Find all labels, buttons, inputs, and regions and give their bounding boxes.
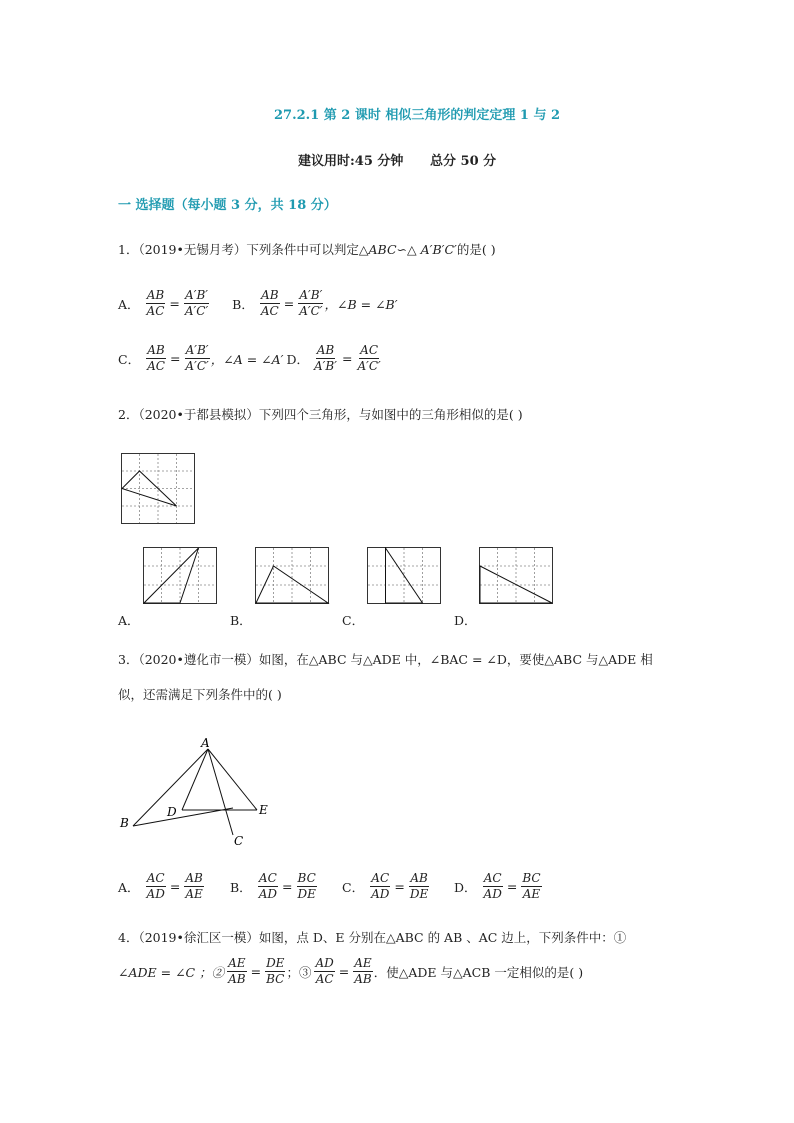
q1-options-row-1 [118,289,398,318]
fraction: $\frac{AE}{AB}$ [228,956,246,986]
question-4-stem-line-2: ∠ADE = ∠C ；② $\frac{AE}{AB}$ = $\frac{DE}{BC}$ ；③ $\frac{AD}{AC}$ = $\frac{AE}{AB}$ ．使△ADE 与△ACB 一定相似的是( ) [118,956,584,986]
point-a-label: A [201,736,210,750]
fraction: $\frac{AB}{DE}$ [409,871,429,901]
q1-option-b-angle: ，∠B = ∠B′ [324,296,398,312]
fraction: $\frac{AC}{AD}$ [483,871,502,901]
q4-condition-3-marker: ；③ [286,964,312,980]
q1-option-d-label: D． [286,351,310,367]
q2-option-d-label: D． [454,613,477,628]
question-3-stem-line-2: 似，还需满足下列条件中的( ) [118,687,282,702]
fraction: $\frac{AB}{AC}$ [146,288,165,318]
question-1-stem [118,241,496,259]
q2-option-d-figure [479,547,554,605]
q2-option-c-figure [367,547,442,605]
q2-option-a-figure [143,547,218,605]
point-c-label: C [234,834,244,848]
q1-option-c-angle: ，∠A = ∠A′ [210,351,284,367]
fraction: $\frac{AC}{A'C'}$ [357,343,381,373]
equals-sign: = [169,296,180,311]
fraction: $\frac{A'B'}{A'C'}$ [299,288,323,318]
equals-sign: = [169,351,181,366]
page-title: 27.2.1 第 2 课时 相似三角形的判定定理 1 与 2 [274,108,561,123]
fraction: $\frac{A'B'}{A'C'}$ [185,343,209,373]
q3-triangle-figure [115,732,285,852]
q2-option-c-label: C． [342,613,365,628]
fraction: $\frac{AC}{AD}$ [146,871,165,901]
q2-reference-grid-figure [121,453,196,525]
fraction: $\frac{DE}{BC}$ [266,956,285,986]
section-heading: 一 选择题（每小题 3 分，共 18 分） [118,198,337,213]
fraction: $\frac{AC}{AD}$ [258,871,277,901]
fraction: $\frac{AD}{AC}$ [315,956,334,986]
fraction: $\frac{AE}{AB}$ [354,956,372,986]
q1-option-b-label: B． [232,296,254,312]
fraction: $\frac{A'B'}{A'C'}$ [184,288,209,318]
fraction: $\frac{AB}{A'B'}$ [314,343,337,373]
q3-option-d: D． $\frac{AC}{AD}$ = $\frac{BC}{AE}$ [454,871,541,901]
fraction: $\frac{BC}{AE}$ [522,871,541,901]
q1-option-c-label: C． [118,351,141,367]
q4-condition-1: ∠ADE = ∠C ；② [118,964,225,980]
q1-stem-text: 1．（2019•无锡月考）下列条件中可以判定 [118,242,359,257]
fraction: $\frac{BC}{DE}$ [297,871,316,901]
point-b-label: B [120,816,129,830]
fraction: $\frac{AB}{AC}$ [260,288,279,318]
fraction: $\frac{AC}{AD}$ [371,871,390,901]
q4-tail: ．使△ADE 与△ACB 一定相似的是( ) [373,964,584,980]
point-d-label: D [167,805,177,819]
total-score: 总分 50 分 [430,154,497,169]
q2-option-a-label: A． [118,613,140,628]
question-3-stem-line-1: 3．（2020•遵化市一模）如图，在△ABC 与△ADE 中，∠BAC = ∠D，要使△ABC 与△ADE 相 [118,652,653,667]
q3-option-a: A． $\frac{AC}{AD}$ = $\frac{AB}{AE}$ [118,871,203,901]
q1-triangles: △ABC∽△ A′B′C′ [358,242,457,257]
q3-option-c: C． $\frac{AC}{AD}$ = $\frac{AB}{DE}$ [342,871,429,901]
q2-option-b-label: B． [230,613,252,628]
fraction: $\frac{AB}{AC}$ [147,343,165,373]
fraction: $\frac{AB}{AE}$ [185,871,203,901]
q1-option-a-label: A． [118,296,140,312]
q3-option-b: B． $\frac{AC}{AD}$ = $\frac{BC}{DE}$ [230,871,316,901]
q1-options-row-2 [118,344,383,373]
question-2-stem: 2．（2020•于都县模拟）下列四个三角形，与如图中的三角形相似的是( ) [118,407,523,422]
equals-sign: = [283,296,295,311]
equals-sign: = [341,351,353,366]
q1-stem-end: 的是( ) [456,242,496,257]
q2-option-b-figure [255,547,330,605]
time-suggestion: 建议用时:45 分钟 [298,154,404,169]
question-4-stem-line-1: 4．（2019•徐汇区一模）如图，点 D、E 分别在△ABC 的 AB 、AC 边上，下列条件中：① [118,930,627,945]
point-e-label: E [259,803,268,817]
